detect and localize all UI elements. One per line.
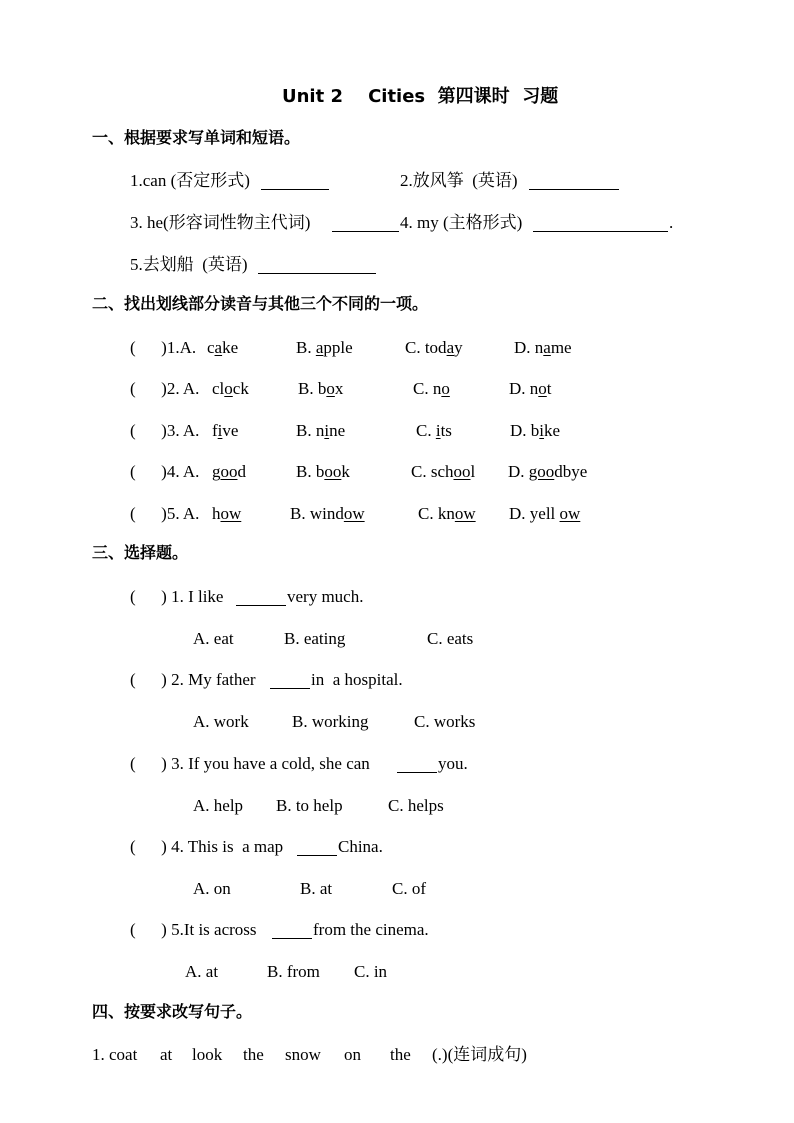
s1-answer-blank-4[interactable] <box>533 231 668 232</box>
s1-answer-blank-2[interactable] <box>529 189 619 190</box>
phonics-option: D. goodbye <box>508 462 588 481</box>
phonics-option: C. no <box>413 379 450 398</box>
underlined-letters: oo <box>453 462 471 481</box>
s1-question-4: 4. my (主格形式) <box>400 213 523 232</box>
phonics-option: B. window <box>290 504 365 523</box>
phonics-option: how <box>212 504 242 523</box>
mc-question: ( ) 5.It is across <box>130 920 261 939</box>
section-1-heading: 一、根据要求写单词和短语。 <box>92 128 301 147</box>
underlined-letters: a <box>543 338 551 357</box>
scrambled-word: look <box>192 1045 223 1064</box>
mc-option[interactable]: C. of <box>392 879 426 898</box>
underlined-letters: o <box>441 379 450 398</box>
mc-option[interactable]: B. to help <box>276 796 343 815</box>
mc-option[interactable]: C. in <box>354 962 388 981</box>
mc-fill-blank[interactable] <box>297 855 337 856</box>
phonics-option: C. its <box>416 421 452 440</box>
mc-option[interactable]: B. from <box>267 962 320 981</box>
underlined-letters: a <box>315 338 324 357</box>
mc-question: ( ) 2. My father <box>130 670 260 689</box>
s1-question-1: 1.can (否定形式) <box>130 171 250 190</box>
mc-question: ( ) 4. This is a map <box>130 837 288 856</box>
mc-fill-blank[interactable] <box>236 605 286 606</box>
mc-option[interactable]: A. work <box>193 712 249 731</box>
mc-question: ( ) 1. I like <box>130 587 228 606</box>
scrambled-word: on <box>344 1045 361 1064</box>
phonics-option: B. box <box>298 379 344 398</box>
underlined-letters: oo <box>324 462 342 481</box>
phonics-option: B. book <box>296 462 350 481</box>
page-title: Unit 2 Cities 第四课时 习题 <box>282 86 559 107</box>
underlined-letters: ow <box>343 504 365 523</box>
phonics-option: D. bike <box>510 421 561 440</box>
phonics-option: C. today <box>405 338 463 357</box>
underlined-letters: o <box>538 379 547 398</box>
s1-answer-blank-5[interactable] <box>258 273 376 274</box>
underlined-letters: i <box>217 421 223 440</box>
section-3-heading: 三、选择题。 <box>92 543 189 562</box>
mc-fill-blank[interactable] <box>397 772 437 773</box>
phonics-question-number[interactable]: ( )3. A. <box>130 421 204 440</box>
phonics-option: D. yell ow <box>509 504 581 523</box>
underlined-letters: ow <box>454 504 476 523</box>
scrambled-word: the <box>390 1045 411 1064</box>
mc-question-rest: China. <box>338 837 383 856</box>
scrambled-word: the <box>243 1045 264 1064</box>
mc-fill-blank[interactable] <box>270 688 310 689</box>
section-4-heading: 四、按要求改写句子。 <box>92 1002 253 1021</box>
underlined-letters: goo <box>528 462 555 481</box>
phonics-option: clock <box>212 379 249 398</box>
phonics-option: B. apple <box>296 338 353 357</box>
mc-fill-blank[interactable] <box>272 938 312 939</box>
underlined-letters: i <box>539 421 545 440</box>
section-2-heading: 二、找出划线部分读音与其他三个不同的一项。 <box>92 294 429 313</box>
s1-question-3: 3. he(形容词性物主代词) <box>130 213 315 232</box>
scrambled-word: snow <box>285 1045 321 1064</box>
underlined-letters: a <box>214 338 223 357</box>
phonics-option: B. nine <box>296 421 346 440</box>
s1-question-2: 2.放风筝 (英语) <box>400 171 518 190</box>
phonics-option: cake <box>207 338 239 357</box>
mc-option[interactable]: A. on <box>193 879 231 898</box>
mc-option[interactable]: B. at <box>300 879 333 898</box>
mc-option[interactable]: B. eating <box>284 629 346 648</box>
s1-question-4-period: . <box>669 213 674 232</box>
phonics-question-number[interactable]: ( )2. A. <box>130 379 204 398</box>
mc-option[interactable]: C. helps <box>388 796 444 815</box>
phonics-option: good <box>212 462 246 481</box>
phonics-question-number[interactable]: ( )4. A. <box>130 462 204 481</box>
mc-option[interactable]: A. at <box>185 962 219 981</box>
scrambled-word: (.)(连词成句) <box>432 1045 527 1064</box>
phonics-option: C. school <box>411 462 476 481</box>
underlined-letters: i <box>324 421 330 440</box>
phonics-option: D. name <box>514 338 572 357</box>
scrambled-word: at <box>160 1045 173 1064</box>
phonics-question-number[interactable]: ( )1.A. <box>130 338 201 357</box>
s1-answer-blank-3[interactable] <box>332 231 399 232</box>
mc-option[interactable]: A. eat <box>193 629 234 648</box>
underlined-letters: o <box>224 379 233 398</box>
mc-question-rest: in a hospital. <box>311 670 403 689</box>
underlined-letters: oo <box>220 462 238 481</box>
mc-question: ( ) 3. If you have a cold, she can <box>130 754 375 773</box>
mc-option[interactable]: A. help <box>193 796 244 815</box>
underlined-letters: i <box>435 421 441 440</box>
mc-question-rest: you. <box>438 754 468 773</box>
underlined-letters: o <box>326 379 335 398</box>
mc-option[interactable]: C. eats <box>427 629 474 648</box>
underlined-letters: ow <box>220 504 242 523</box>
s1-answer-blank-1[interactable] <box>261 189 329 190</box>
phonics-option: D. not <box>509 379 552 398</box>
phonics-option: five <box>212 421 239 440</box>
mc-option[interactable]: C. works <box>414 712 476 731</box>
phonics-option: C. know <box>418 504 476 523</box>
mc-question-rest: very much. <box>287 587 364 606</box>
underlined-letters: a <box>446 338 455 357</box>
scrambled-word: 1. coat <box>92 1045 138 1064</box>
phonics-question-number[interactable]: ( )5. A. <box>130 504 204 523</box>
mc-question-rest: from the cinema. <box>313 920 429 939</box>
underlined-letters: ow <box>559 504 581 523</box>
s1-question-5: 5.去划船 (英语) <box>130 255 248 274</box>
mc-option[interactable]: B. working <box>292 712 369 731</box>
